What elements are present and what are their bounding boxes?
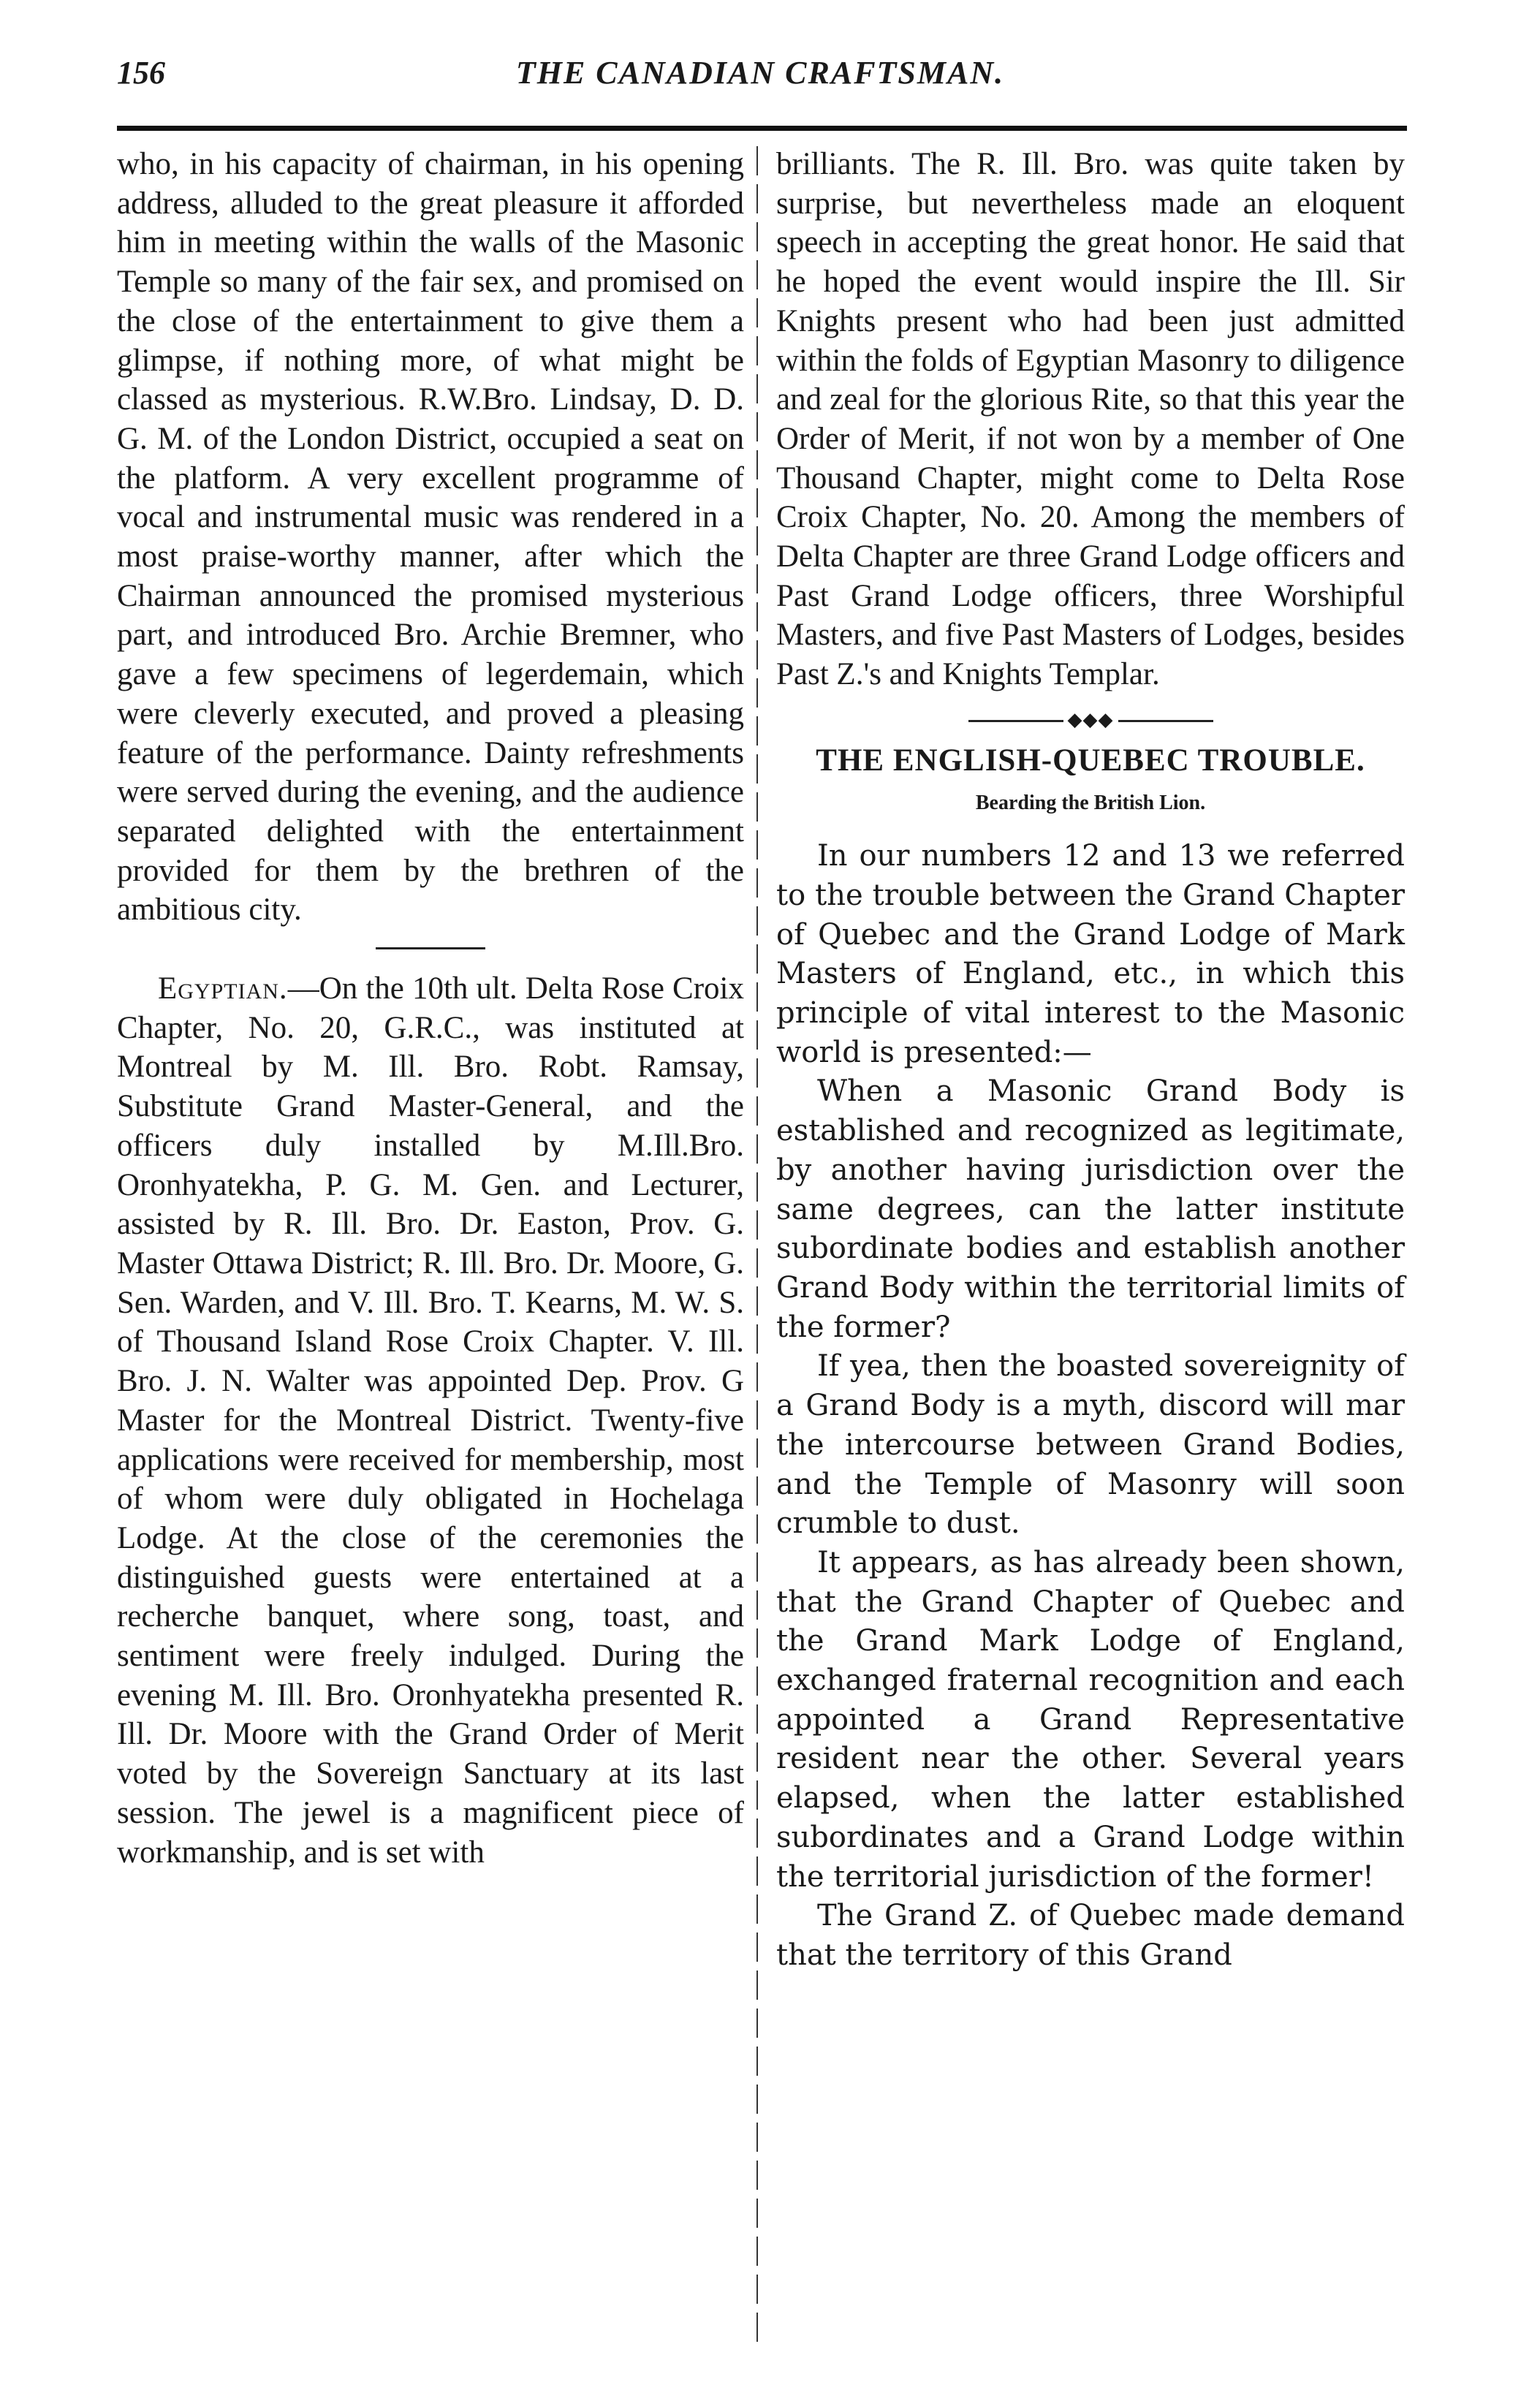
article-paragraph-5: The Grand Z. of Quebec made demand that the territory of this Grand: [776, 1899, 1405, 1972]
article-paragraph-4: It appears, as has already been shown, that the Grand Chapter of Quebec and the Grand Mark Lodge of England, exchanged fraternal recognition and each appointed a Grand Representative resident near the other. Several years elapsed, when the latter established subordinates and a Grand Lodge within the territorial jurisdiction of the former!: [776, 1545, 1405, 1894]
right-column: [776, 145, 1405, 1976]
article-subheading: Bearding the British Lion.: [975, 791, 1206, 814]
journal-title: THE CANADIAN CRAFTSMAN.: [515, 55, 1005, 91]
article-body: [776, 837, 1405, 1975]
paragraph-lead-word: Egyptian.: [158, 971, 288, 1006]
left-paragraph-2-text: —On the 10th ult. Delta Rose Croix Chapter, No. 20, G.R.C., was instituted at Montreal by M. Ill. Bro. Robt. Ramsay, Substitute Grand Master-General, and the officers duly installed by M.Ill.Bro. Oronhyatekha, P. G. M. Gen. and Lecturer, assisted by R. Ill. Bro. Dr. Easton, Prov. G. Master Ottawa District; R. Ill. Bro. Dr. Moore, G. Sen. Warden, and V. Ill. Bro. T. Kearns, M. W. S. of Thousand Island Rose Croix Chapter. V. Ill. Bro. J. N. Walter was appointed Dep. Prov. G Master for the Montreal District. Twenty-five applications were received for membership, most of whom were duly obligated in Hochelaga Lodge. At the close of the ceremonies the distinguished guests were entertained at a recherche banquet, where song, toast, and sentiment were freely indulged. During the evening M. Ill. Bro. Oronhyatekha presented R. Ill. Dr. Moore with the Grand Order of Merit voted by the Sovereign Sanctuary at its last session. The jewel is a magnificent piece of workmanship, and is set with: [117, 971, 744, 1870]
left-paragraph-1: who, in his capacity of chairman, in his opening address, alluded to the great pleasure it afforded him in meeting within the walls of the Masonic Temple so many of the fair sex, and promised on the close of the entertainment to give them a glimpse, if nothing more, of what might be classed as mysterious. R.W.Bro. Lindsay, D. D. G. M. of the London District, occupied a seat on the platform. A very excellent programme of vocal and instrumental music was rendered in a most praise-worthy manner, after which the Chairman announced the promised mysterious part, and introduced Bro. Archie Bremner, who gave a few specimens of legerdemain, which were cleverly executed, and proved a pleasing feature of the performance. Dainty refreshments were served during the evening, and the audience separated delighted with the entertainment provided for them by the brethren of the ambitious city.: [117, 147, 744, 928]
article-paragraph-2: When a Masonic Grand Body is established and recognized as legitimate, by another having jurisdiction over the same degrees, can the latter institute subordinate bodies and establish another Grand Body within the territorial limits of the former?: [776, 1074, 1405, 1344]
article-headline: THE ENGLISH-QUEBEC TROUBLE.: [816, 743, 1365, 778]
page-number: 156: [117, 55, 165, 91]
section-separator: [117, 930, 744, 969]
running-head: [117, 54, 1403, 105]
left-column: [117, 145, 744, 1872]
separator-rule: [376, 947, 485, 949]
header-rule: [117, 126, 1407, 131]
article-paragraph-1: In our numbers 12 and 13 we referred to the trouble between the Grand Chapter of Quebec and the Grand Lodge of Mark Masters of England, etc., in which this principle of vital interest to the Masonic world is presented:—: [776, 839, 1405, 1069]
right-paragraph-1: brilliants. The R. Ill. Bro. was quite taken by surprise, but nevertheless made an eloquent speech in accepting the great honor. He said that he hoped the event would inspire the Ill. Sir Knights present who had been just admitted within the folds of Egyptian Masonry to diligence and zeal for the glorious Rite, so that this year the Order of Merit, if not won by a member of One Thousand Chapter, might come to Delta Rose Croix Chapter, No. 20. Among the members of Delta Chapter are three Grand Lodge officers and Past Grand Lodge officers, three Worshipful Masters, and five Past Masters of Lodges, besides Past Z.'s and Knights Templar.: [776, 147, 1405, 692]
column-divider: [756, 146, 758, 2346]
left-paragraph-2: [117, 969, 744, 1872]
ornament-separator: [776, 694, 1405, 734]
ornament-glyph: ◆◆◆: [944, 700, 1237, 740]
article-paragraph-3: If yea, then the boasted sovereignity of a Grand Body is a myth, discord will mar the intercourse between Grand Bodies, and the Temple of Masonry will soon crumble to dust.: [776, 1349, 1405, 1541]
